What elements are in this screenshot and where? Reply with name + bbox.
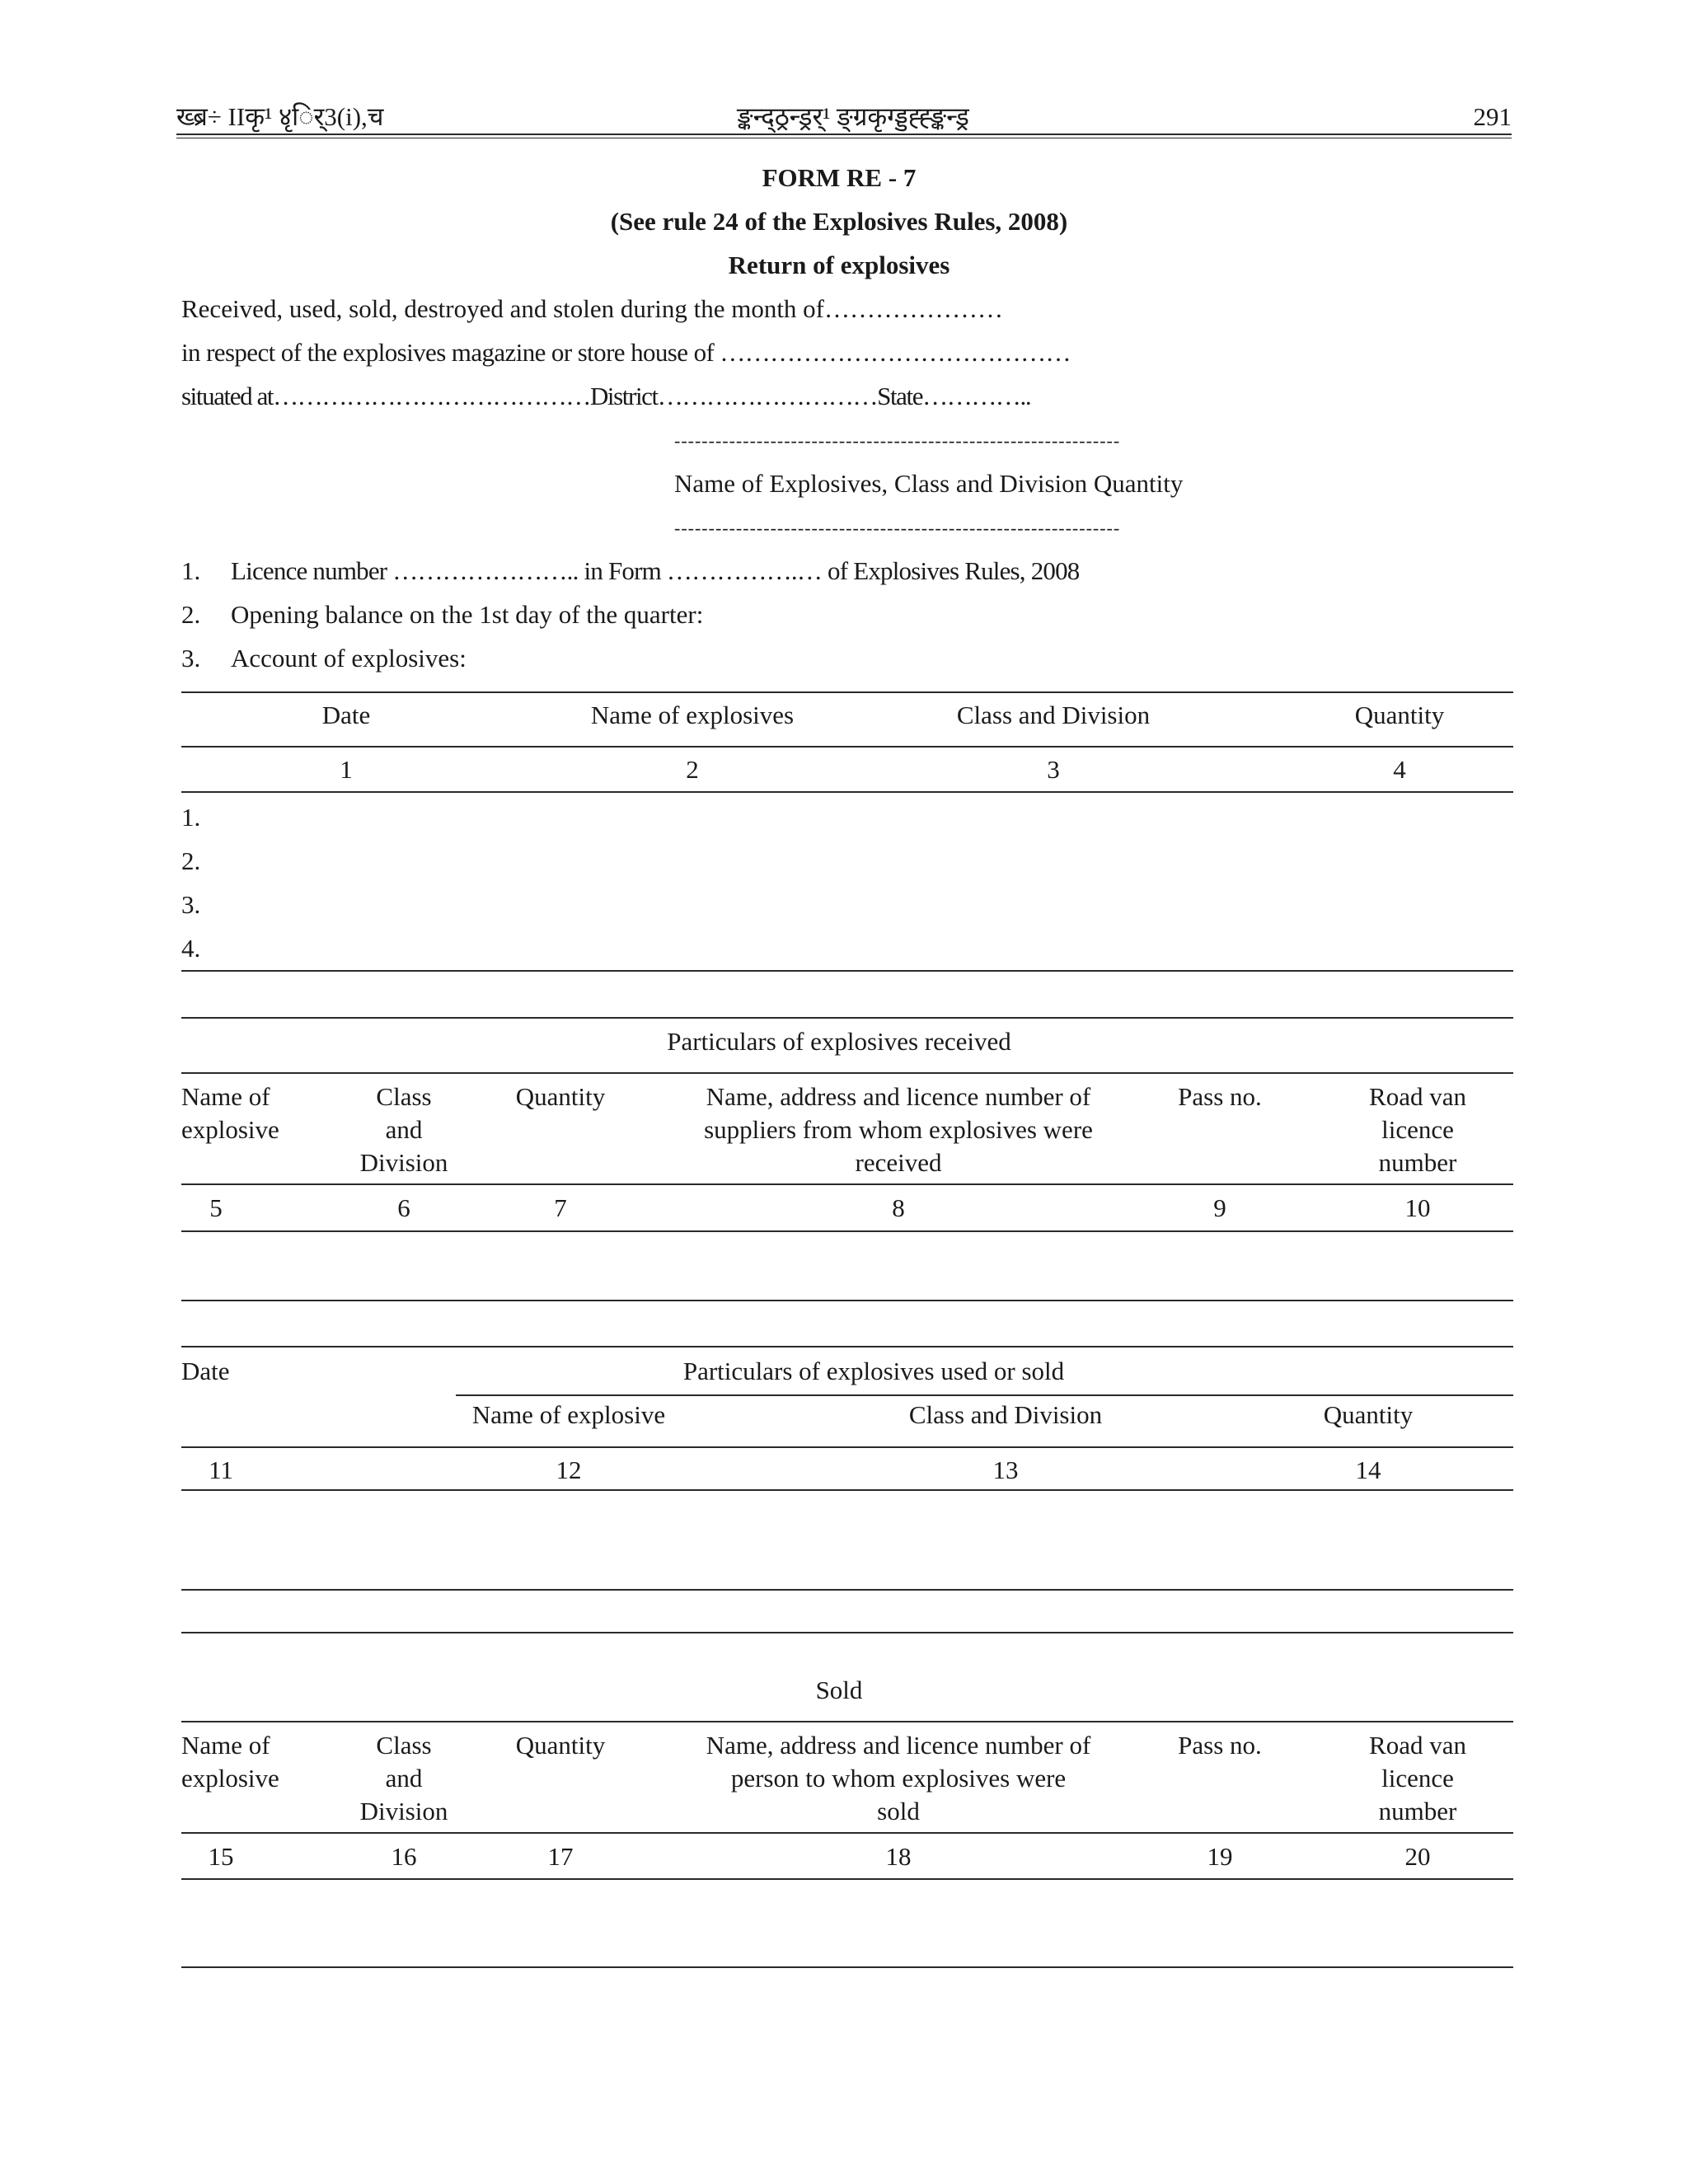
col-number: 18	[885, 1842, 912, 1871]
col-header-class-and-division: Class and Division	[359, 1082, 448, 1177]
col-header-quantity: Quantity	[515, 1731, 606, 1760]
header-center: ङ्कन्द्ठ्रन्ड्रर्¹ ङ्ग्रकृग्ड्डह्ह्ङ्कन्ड्र	[737, 102, 969, 131]
table-rule	[181, 746, 1513, 748]
col-header-date: Date	[181, 1357, 230, 1385]
table-rule	[181, 1721, 1513, 1722]
used-sold-table-title: Particulars of explosives used or sold	[682, 1357, 1065, 1385]
table-rule	[181, 1489, 1513, 1491]
received-table-title: Particulars of explosives received	[667, 1027, 1011, 1056]
table-rule	[181, 791, 1513, 793]
table-rule	[181, 1072, 1513, 1074]
col-number: 17	[547, 1842, 574, 1871]
form-line-situated: situated at…………………………………District………………………State…………..	[181, 382, 1031, 410]
col-number: 15	[208, 1842, 234, 1871]
col-header-quantity: Quantity	[1354, 701, 1445, 729]
name-class-quantity: Name of Explosives, Class and Division Quantity	[674, 469, 1184, 498]
header-rule	[176, 134, 1512, 135]
table-rule	[181, 1589, 1513, 1591]
col-header-name-of-explosives: Name of explosives	[590, 701, 795, 729]
col-header-name-of-explosive: Name of explosive	[181, 1082, 279, 1144]
col-header-suppliers: Name, address and licence number of suppliers from whom explosives were received	[704, 1082, 1093, 1177]
col-number: 20	[1404, 1842, 1431, 1871]
col-header-pass-no: Pass no.	[1178, 1731, 1262, 1760]
table-rule	[181, 1230, 1513, 1232]
col-header-class-division: Class and Division	[908, 1400, 1103, 1429]
col-number: 14	[1355, 1455, 1381, 1484]
sold-table-title: Sold	[815, 1675, 863, 1704]
col-header-road-van-licence: Road van licence number	[1369, 1082, 1466, 1177]
col-header-date: Date	[321, 701, 371, 729]
item-2-num: 2.	[181, 600, 201, 629]
table-rule	[181, 1878, 1513, 1880]
dash-line-bottom: -----------------------------------------------------------------	[674, 518, 1121, 538]
table-rule	[181, 1183, 1513, 1185]
row-number: 3.	[181, 890, 201, 919]
col-header-name-of-explosive: Name of explosive	[471, 1400, 666, 1429]
col-number: 8	[892, 1193, 905, 1222]
item-2-text: Opening balance on the 1st day of the quarter:	[231, 600, 704, 629]
table-rule	[181, 1966, 1513, 1968]
item-3-text: Account of explosives:	[231, 644, 467, 673]
col-header-name-of-explosive: Name of explosive	[181, 1731, 279, 1793]
col-header-class-division: Class and Division	[956, 701, 1151, 729]
form-heading: Return of explosives	[728, 251, 950, 279]
header-left: ख्ब्र÷ IIकृ¹ ४ृर्ि3(i),च	[176, 102, 384, 131]
table-rule	[456, 1394, 1513, 1396]
col-number: 16	[391, 1842, 417, 1871]
col-number: 1	[340, 755, 353, 784]
col-number: 7	[554, 1193, 567, 1222]
col-number: 6	[397, 1193, 410, 1222]
col-number: 4	[1393, 755, 1406, 784]
dash-line-top: -----------------------------------------------------------------	[674, 430, 1121, 451]
form-title: FORM RE - 7	[762, 163, 917, 192]
table-rule	[181, 970, 1513, 972]
col-number: 10	[1404, 1193, 1431, 1222]
col-number: 3	[1047, 755, 1060, 784]
col-number: 19	[1207, 1842, 1233, 1871]
table-rule	[181, 1446, 1513, 1448]
form-line-month: Received, used, sold, destroyed and stolen during the month of…………………	[181, 294, 1004, 323]
col-header-class-and-division: Class and Division	[359, 1731, 448, 1825]
item-3-num: 3.	[181, 644, 201, 673]
table-rule	[181, 691, 1513, 693]
table-rule	[181, 1832, 1513, 1834]
item-1-text: Licence number ………………….. in Form …………….… of Explosives Rules, 2008	[231, 556, 1080, 585]
row-number: 4.	[181, 934, 201, 963]
col-number: 11	[209, 1455, 233, 1484]
col-number: 12	[556, 1455, 582, 1484]
col-number: 2	[686, 755, 699, 784]
table-rule	[181, 1017, 1513, 1019]
row-number: 2.	[181, 846, 201, 875]
form-subtitle: (See rule 24 of the Explosives Rules, 2008)	[610, 207, 1068, 236]
row-number: 1.	[181, 803, 201, 832]
table-rule	[181, 1632, 1513, 1633]
col-number: 13	[992, 1455, 1019, 1484]
col-header-quantity: Quantity	[515, 1082, 606, 1111]
form-line-magazine: in respect of the explosives magazine or store house of ……………………………………	[181, 338, 1071, 367]
col-number: 5	[209, 1193, 223, 1222]
col-header-quantity: Quantity	[1323, 1400, 1414, 1429]
item-1-num: 1.	[181, 556, 201, 585]
table-rule	[181, 1346, 1513, 1347]
col-header-pass-no: Pass no.	[1178, 1082, 1262, 1111]
page-number: 291	[1473, 102, 1512, 131]
col-header-buyer: Name, address and licence number of person to whom explosives were sold	[706, 1731, 1091, 1825]
col-number: 9	[1213, 1193, 1226, 1222]
table-rule	[181, 1300, 1513, 1301]
col-header-road-van-licence: Road van licence number	[1369, 1731, 1466, 1825]
